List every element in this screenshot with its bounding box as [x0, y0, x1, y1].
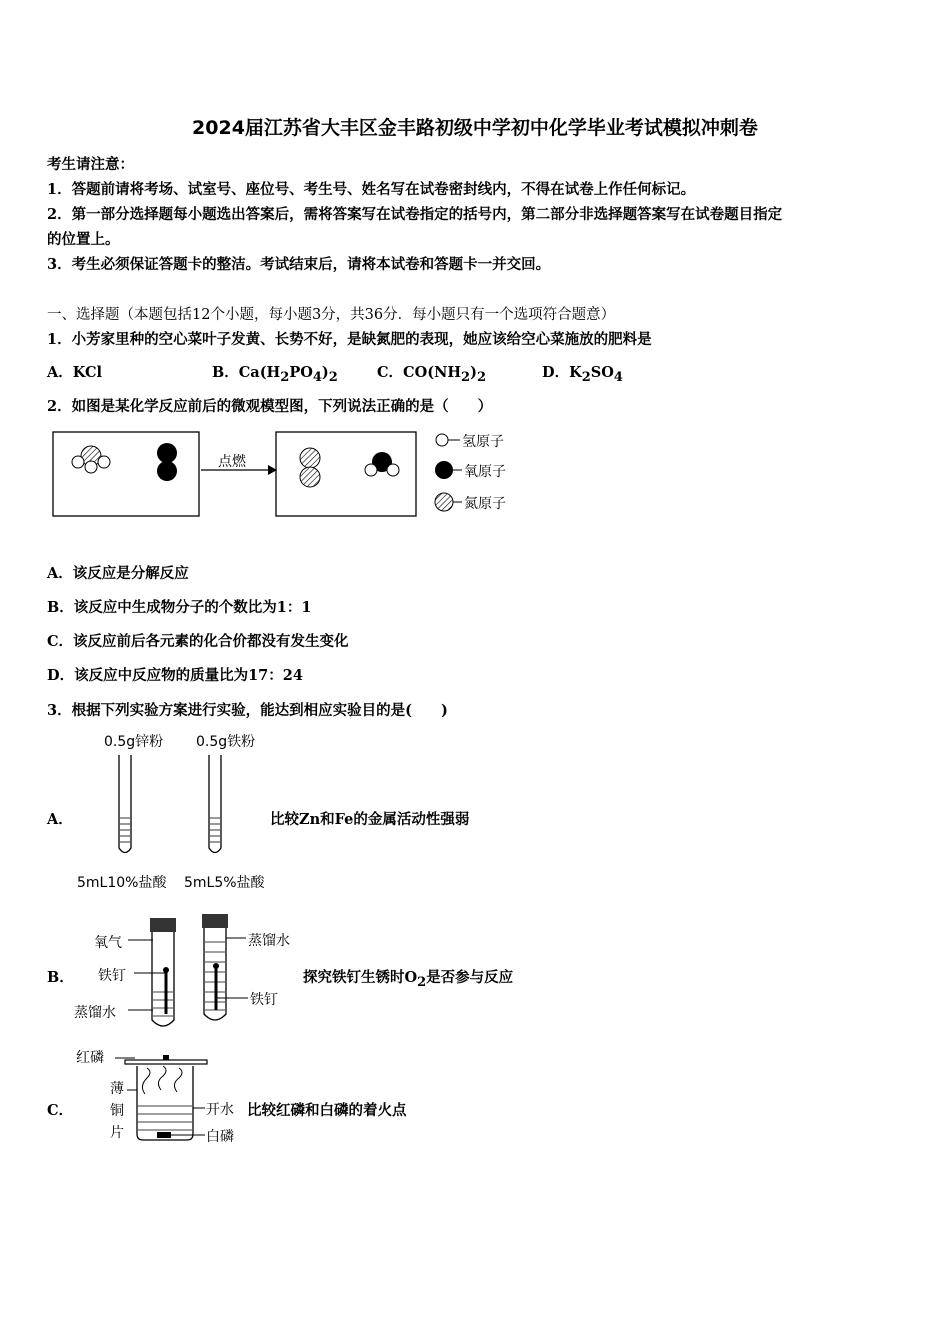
q1-option-b-sub-3: 2: [328, 369, 338, 385]
notice-heading: 考生请注意：: [47, 156, 134, 173]
q3-option-a-desc[interactable]: 比较Zn和Fe的金属活动性强弱: [270, 811, 470, 828]
q3a-test-tubes: [100, 752, 300, 862]
q3-option-b-desc-sub: 2: [417, 974, 427, 990]
q3c-label-white-phosphorus: 白磷: [206, 1129, 234, 1145]
q1-option-c[interactable]: [377, 361, 486, 385]
q3-option-c-desc[interactable]: 比较红磷和白磷的着火点: [247, 1102, 407, 1119]
q3a-label-iron: 0.5g铁粉: [196, 734, 256, 750]
notice-item-3: 3．考生必须保证答题卡的整洁。考试结束后，请将本试卷和答题卡一并交回。: [47, 256, 551, 273]
arrow-label: 点燃: [218, 454, 246, 470]
q1-option-a-letter: A．: [47, 364, 73, 381]
q1-option-b[interactable]: [212, 361, 338, 385]
q3-option-b-desc-pre: 探究铁钉生锈时O: [303, 969, 418, 986]
q3c-label-copper: 薄铜片: [110, 1081, 124, 1141]
q3-option-c-letter[interactable]: C．: [47, 1102, 74, 1119]
nitrogen-molecule: [300, 448, 320, 487]
water-molecule: [365, 452, 399, 476]
q3a-label-hcl-10: 5mL10%盐酸: [77, 875, 167, 891]
q3-option-b-letter[interactable]: B．: [47, 969, 74, 986]
legend-oxygen-symbol: [435, 461, 453, 479]
legend-nitrogen-symbol: [435, 493, 453, 511]
q3c-label-red-phosphorus: 红磷: [76, 1050, 104, 1066]
q1-option-d-formula-1: K: [569, 364, 582, 381]
q1-option-c-sub-1: 2: [461, 369, 471, 385]
q1-option-b-sub-2: 4: [312, 369, 322, 385]
q2-option-b[interactable]: B．该反应中生成物分子的个数比为1：1: [47, 599, 312, 616]
q1-option-a-text: KCl: [72, 364, 103, 381]
q3a-label-zinc: 0.5g锌粉: [104, 734, 164, 750]
notice-item-2: 2．第一部分选择题每小题选出答案后，需将答案写在试卷指定的括号内，第二部分非选择题答案写在试卷题目指定: [47, 206, 783, 223]
q3b-label-oxygen: 氧气: [94, 935, 122, 951]
q1-option-d[interactable]: [542, 361, 623, 385]
q3-option-a-letter[interactable]: A．: [47, 811, 73, 828]
q1-option-b-formula-2: PO: [289, 364, 313, 381]
q3-stem: 3．根据下列实验方案进行实验，能达到相应实验目的是( ): [47, 702, 448, 719]
page-title: 2024届江苏省大丰区金丰路初级中学初中化学毕业考试模拟冲刺卷: [192, 117, 758, 139]
q3-option-b-desc-post: 是否参与反应: [426, 969, 514, 986]
q3c-beaker-setup: [75, 1050, 275, 1150]
q2-stem: 2．如图是某化学反应前后的微观模型图，下列说法正确的是（ ）: [47, 398, 493, 415]
section-heading: 一、选择题（本题包括12个小题，每小题3分，共36分．每小题只有一个选项符合题意）: [47, 307, 616, 323]
q1-option-d-letter: D．: [542, 364, 570, 381]
q1-option-c-sub-2: 2: [476, 369, 487, 385]
q1-option-a[interactable]: [47, 361, 102, 382]
notice-item-1: 1．答题前请将考场、试室号、座位号、考生号、姓名写在试卷密封线内，不得在试卷上作任何标记。: [47, 181, 696, 198]
q1-option-b-formula-1: Ca(H: [238, 364, 281, 381]
q3b-label-nail-right: 铁钉: [250, 992, 278, 1008]
oxygen-molecule: [157, 443, 177, 481]
ammonia-molecule: [72, 446, 110, 473]
q1-option-d-sub-2: 4: [613, 369, 623, 385]
q1-stem: 1．小芳家里种的空心菜叶子发黄、长势不好，是缺氮肥的表现，她应该给空心菜施放的肥料是: [47, 331, 652, 348]
q1-option-c-letter: C．: [377, 364, 404, 381]
notice-item-2-cont: 的位置上。: [47, 231, 120, 248]
q3c-label-hot-water: 开水: [206, 1102, 234, 1118]
q2-option-a[interactable]: A．该反应是分解反应: [47, 565, 189, 582]
q3-option-b-desc[interactable]: [303, 966, 513, 990]
q1-option-d-sub-1: 2: [581, 369, 591, 385]
legend-hydrogen: 氢原子: [462, 434, 504, 450]
q1-option-b-letter: B．: [212, 364, 239, 381]
q2-option-d[interactable]: D．该反应中反应物的质量比为17：24: [47, 667, 303, 684]
reactant-box: [53, 432, 199, 516]
q1-option-b-sub-1: 2: [280, 369, 290, 385]
legend-hydrogen-symbol: [436, 434, 448, 446]
q1-option-c-formula-1: CO(NH: [403, 364, 462, 381]
q3b-label-water-right: 蒸馏水: [248, 933, 290, 949]
q2-option-c[interactable]: C．该反应前后各元素的化合价都没有发生变化: [47, 633, 349, 650]
q1-option-c-formula-2: ): [470, 364, 477, 381]
q1-option-d-formula-2: SO: [590, 364, 614, 381]
q3a-label-hcl-5: 5mL5%盐酸: [184, 875, 265, 891]
q3b-label-water-left: 蒸馏水: [74, 1005, 116, 1021]
legend-oxygen: 氧原子: [464, 464, 506, 480]
q3b-label-nail-left: 铁钉: [98, 968, 126, 984]
legend-nitrogen: 氮原子: [464, 496, 506, 512]
q1-option-b-formula-3: ): [321, 364, 329, 381]
